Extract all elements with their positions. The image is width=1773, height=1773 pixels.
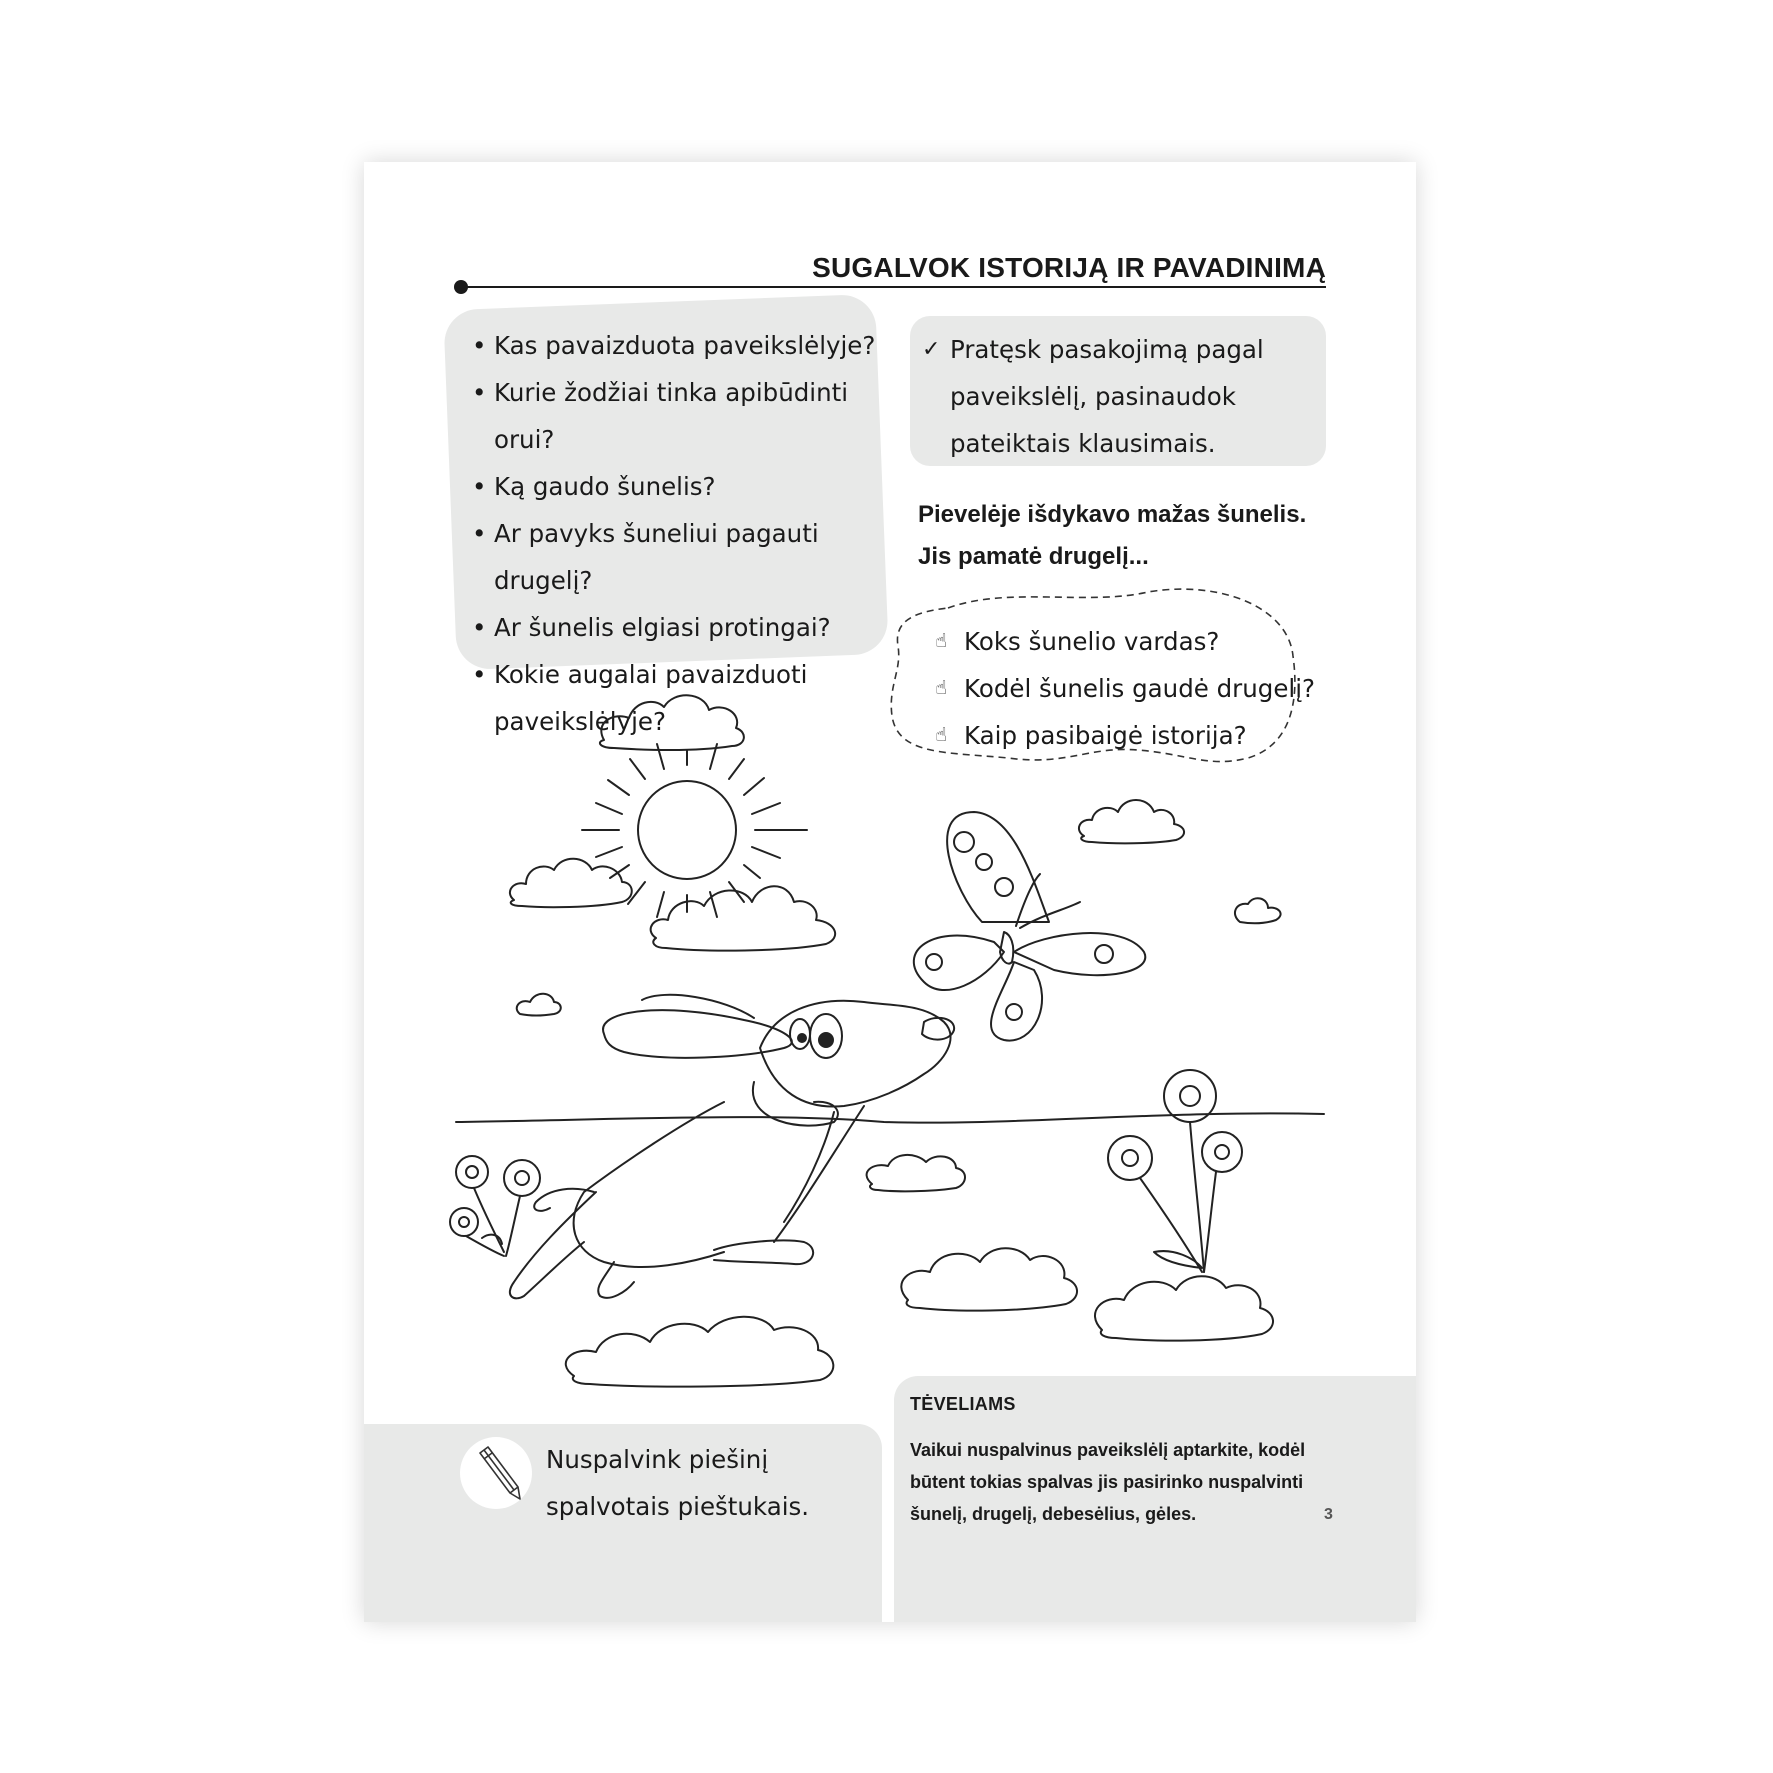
- pencil-badge: [460, 1437, 532, 1509]
- bush-drawing: [867, 1155, 965, 1191]
- pencil-icon: [460, 1437, 532, 1509]
- question-item: • Ar pavyks šuneliui pagauti drugelį?: [470, 510, 894, 604]
- pointing-hand-icon: ☝: [935, 677, 947, 699]
- cloud-question-item: ☝ Koks šunelio vardas?: [930, 618, 1315, 665]
- question-item: • Kurie žodžiai tinka apibūdinti orui?: [470, 369, 894, 463]
- pointing-hand-icon: ☝: [935, 630, 947, 652]
- cloud-drawing: [1079, 800, 1184, 843]
- pointing-hand-icon: ☝: [935, 724, 947, 746]
- dog-drawing: [510, 995, 954, 1299]
- cloud-drawing: [1235, 898, 1281, 923]
- question-item: • Kokie augalai pavaizduoti paveikslėlyje?: [470, 651, 894, 745]
- page-number: 3: [1324, 1506, 1333, 1523]
- sun-drawing: [582, 744, 807, 917]
- cloud-drawing: [600, 695, 744, 750]
- page-title: SUGALVOK ISTORIJĄ IR PAVADINIMĄ: [812, 252, 1326, 283]
- story-line-2: Jis pamatė drugelį...: [918, 543, 1149, 570]
- flowers-left-drawing: [450, 1156, 540, 1256]
- parents-text: Vaikui nuspalvinus paveikslėlį aptarkite, kodėl būtent tokias spalvas jis pasirinko nuspalvinti šunelį, drugelį, debesėlius, gėles.: [910, 1440, 1306, 1524]
- cloud-drawing: [517, 994, 561, 1016]
- question-item: • Ar šunelis elgiasi protingai?: [470, 604, 894, 651]
- bush-drawing: [901, 1248, 1077, 1310]
- question-item: • Kas pavaizduota paveikslėlyje?: [470, 322, 894, 369]
- bush-drawing: [1095, 1276, 1273, 1340]
- parents-title: TĖVELIAMS: [910, 1394, 1016, 1414]
- question-item: • Ką gaudo šunelis?: [470, 463, 894, 510]
- cloud-drawing: [510, 859, 632, 907]
- coloring-task-text: Nuspalvink piešinį spalvotais pieštukais.: [546, 1445, 810, 1521]
- story-line-1: Pievelėje išdykavo mažas šunelis.: [918, 501, 1307, 528]
- worksheet-page: [364, 162, 1416, 1622]
- task-text: Pratęsk pasakojimą pagal paveikslėlį, pasinaudok pateiktais klausimais.: [950, 335, 1264, 458]
- bush-drawing: [566, 1317, 834, 1387]
- flowers-right-drawing: [1108, 1070, 1242, 1272]
- checkmark-icon: ✓: [922, 337, 941, 362]
- cloud-question-item: ☝ Kodėl šunelis gaudė drugelį?: [930, 665, 1315, 712]
- butterfly-drawing: [914, 812, 1145, 1041]
- cloud-question-item: ☝ Kaip pasibaigė istorija?: [930, 712, 1315, 759]
- cloud-drawing: [651, 886, 836, 950]
